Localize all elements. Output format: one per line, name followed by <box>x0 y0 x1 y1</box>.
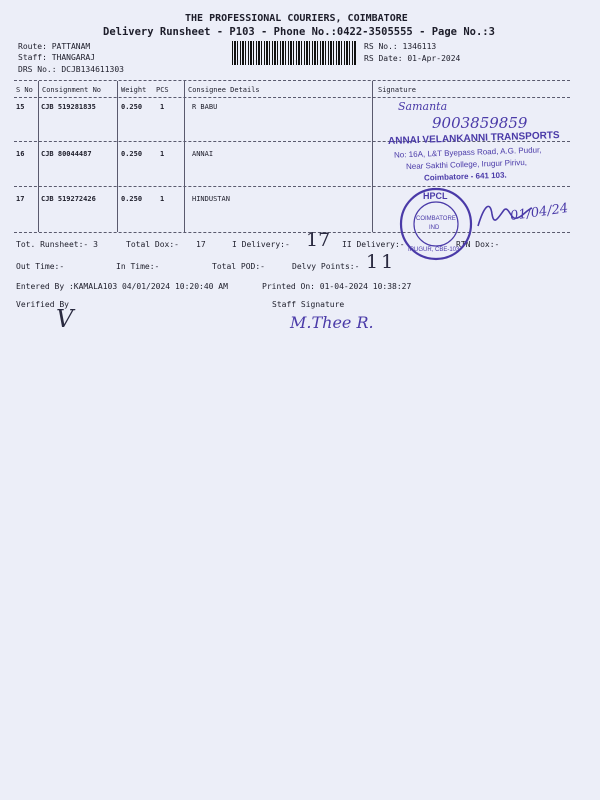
table-cell-sno: 16 <box>16 150 25 158</box>
row-divider <box>14 232 570 233</box>
divider <box>14 97 570 98</box>
rs-date: RS Date: 01-Apr-2024 <box>364 54 461 63</box>
table-cell-consignee: ANNAI <box>192 150 214 158</box>
table-cell-consignment: CJB 80044487 <box>41 150 92 158</box>
total-runsheet: Tot. Runsheet:- 3 <box>16 240 98 249</box>
drs-number: DRS No.: DCJB134611303 <box>18 65 124 74</box>
seal-bottom-text: IRUGUR, CBE-103 <box>408 247 460 253</box>
column-divider <box>372 81 373 232</box>
staff-handwritten-signature: M.Thee R. <box>290 313 374 332</box>
company-title: THE PROFESSIONAL COURIERS, COIMBATORE <box>185 13 408 24</box>
table-cell-pcs: 1 <box>160 150 165 158</box>
seal-center-text-2: IND <box>429 225 440 231</box>
staff-signature-label: Staff Signature <box>272 300 345 309</box>
verified-by-label: Verified By <box>16 300 69 309</box>
handwritten-date: 01/04/24 <box>509 201 570 224</box>
table-cell-weight: 0.250 <box>121 150 143 158</box>
printed-on: Printed On: 01-04-2024 10:38:27 <box>262 282 412 291</box>
entered-by: Entered By :KAMALA103 04/01/2024 10:20:40 AM <box>16 282 228 291</box>
delivery-points-label: Delvy Points:- <box>292 262 360 271</box>
receiver-phone: 9003859859 <box>432 114 528 132</box>
table-cell-consignee: R BABU <box>192 103 218 111</box>
verified-mark: V <box>56 305 74 333</box>
route-label: Route: PATTANAM <box>18 42 91 51</box>
row-divider <box>14 186 570 187</box>
column-divider <box>184 81 185 232</box>
handwritten-delivery-count: 17 <box>306 229 331 251</box>
col-header-sno: S No <box>16 86 33 94</box>
table-cell-pcs: 1 <box>160 103 165 111</box>
column-divider <box>38 81 39 232</box>
staff-label: Staff: THANGARAJ <box>18 53 96 62</box>
rtn-dox-label: RTN Dox:- <box>456 240 500 249</box>
i-delivery-label: I Delivery:- <box>232 240 290 249</box>
runsheet-subtitle: Delivery Runsheet - P103 - Phone No.:0422-3505555 - Page No.:3 <box>103 26 495 38</box>
col-header-consignee: Consignee Details <box>188 86 260 94</box>
rs-number: RS No.: 1346113 <box>364 42 437 51</box>
stamp-address-3: Coimbatore - 641 103. <box>423 170 507 183</box>
column-divider <box>117 81 118 232</box>
in-time-label: In Time:- <box>116 262 160 271</box>
receiver-signature: Samanta <box>398 100 448 113</box>
handwritten-points-count: 11 <box>366 251 397 273</box>
seal-top-text: HPCL <box>423 191 448 201</box>
col-header-pcs: PCS <box>156 86 169 94</box>
table-cell-weight: 0.250 <box>121 195 143 203</box>
stamp-address-2: Near Sakthi College, Irugur Pirivu, <box>405 157 528 172</box>
table-cell-sno: 17 <box>16 195 25 203</box>
total-dox-label: Total Dox:- <box>126 240 179 249</box>
out-time-label: Out Time:- <box>16 262 65 271</box>
table-cell-consignment: CJB 519272426 <box>41 195 96 203</box>
table-cell-consignment: CJB 519281835 <box>41 103 96 111</box>
barcode <box>232 41 357 65</box>
col-header-weight: Weight <box>121 86 147 94</box>
col-header-signature: Signature <box>378 86 416 94</box>
total-pod-label: Total POD:- <box>212 262 265 271</box>
total-dox-value: 17 <box>196 240 206 249</box>
stamp-address-1: No: 16A, L&T Byepass Road, A.G. Pudur, <box>393 145 542 160</box>
table-cell-weight: 0.250 <box>121 103 143 111</box>
table-cell-consignee: HINDUSTAN <box>192 195 230 203</box>
divider <box>14 80 570 81</box>
table-cell-sno: 15 <box>16 103 25 111</box>
stamp-company: ANNAI VELANKANNI TRANSPORTS <box>387 130 560 147</box>
table-cell-pcs: 1 <box>160 195 165 203</box>
ii-delivery-label: II Delivery:- <box>342 240 405 249</box>
col-header-consignment: Consignment No <box>42 86 102 94</box>
seal-center-text: COIMBATORE <box>416 216 456 222</box>
